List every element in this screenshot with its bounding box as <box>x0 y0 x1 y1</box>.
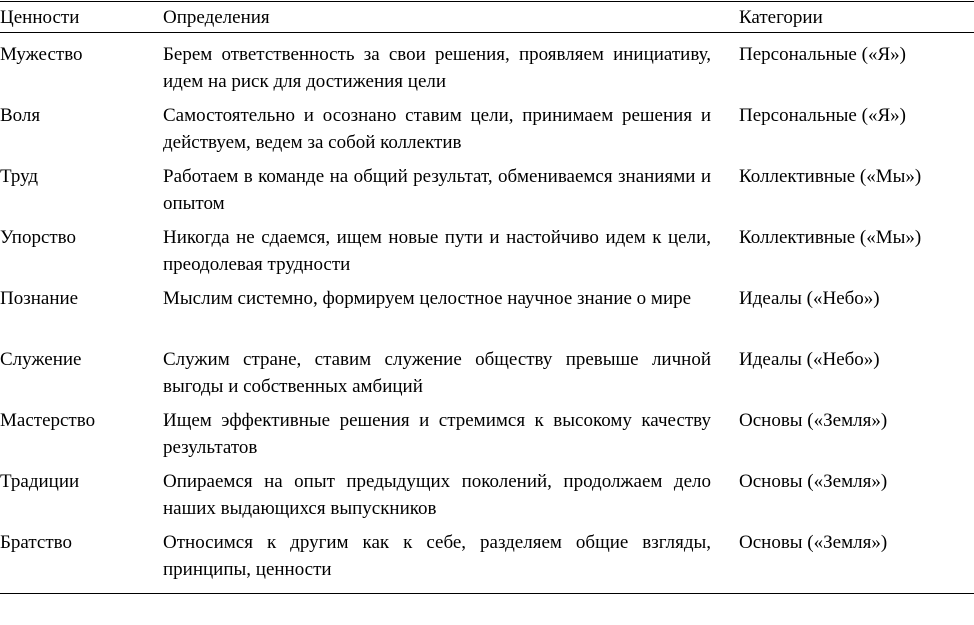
table-row <box>0 102 974 163</box>
value-name: Познание <box>0 288 79 309</box>
value-name: Традиции <box>0 471 80 492</box>
value-name: Мастерство <box>0 410 96 431</box>
values-table <box>0 1 974 594</box>
table-body <box>0 33 974 594</box>
header-definitions: Определения <box>163 6 270 28</box>
value-definition: Относимся к другим как к себе, разделяем общие взгляды, принципы, ценности <box>163 532 711 580</box>
table-row <box>0 346 974 407</box>
value-name: Братство <box>0 532 72 553</box>
value-definition: Берем ответственность за свои решения, проявляем инициативу, идем на риск для достижения цели <box>163 44 711 92</box>
value-definition: Работаем в команде на общий результат, обмениваемся знаниями и опытом <box>163 166 711 214</box>
value-category: Идеалы («Небо») <box>739 288 880 309</box>
value-category: Основы («Земля») <box>739 410 888 431</box>
value-category: Идеалы («Небо») <box>739 349 880 370</box>
header-row <box>0 2 974 33</box>
table-row <box>0 163 974 224</box>
table-header <box>0 2 974 33</box>
header-values: Ценности <box>0 6 80 28</box>
table-row <box>0 468 974 529</box>
value-name: Труд <box>0 166 39 187</box>
value-definition: Служим стране, ставим служение обществу превыше личной выгоды и собственных амбиций <box>163 349 711 397</box>
table-row <box>0 33 974 103</box>
table-row <box>0 529 974 594</box>
value-definition: Опираемся на опыт предыдущих поколений, продолжаем дело наших выдающихся выпускников <box>163 471 711 519</box>
value-category: Персональные («Я») <box>739 44 906 65</box>
value-name: Мужество <box>0 44 83 65</box>
table-row <box>0 224 974 285</box>
value-category: Коллективные («Мы») <box>739 227 922 248</box>
value-category: Персональные («Я») <box>739 105 906 126</box>
value-name: Упорство <box>0 227 77 248</box>
table-row <box>0 407 974 468</box>
value-category: Основы («Земля») <box>739 532 888 553</box>
value-name: Воля <box>0 105 41 126</box>
value-category: Основы («Земля») <box>739 471 888 492</box>
value-definition: Ищем эффективные решения и стремимся к высокому качеству результатов <box>163 410 711 458</box>
table-row <box>0 285 974 346</box>
value-name: Служение <box>0 349 82 370</box>
value-definition: Самостоятельно и осознано ставим цели, принимаем решения и действуем, ведем за собой коллектив <box>163 105 711 153</box>
value-category: Коллективные («Мы») <box>739 166 922 187</box>
header-categories: Категории <box>739 6 823 28</box>
value-definition: Никогда не сдаемся, ищем новые пути и настойчиво идем к цели, преодолевая трудности <box>163 227 711 275</box>
value-definition: Мыслим системно, формируем целостное научное знание о мире <box>163 288 692 309</box>
